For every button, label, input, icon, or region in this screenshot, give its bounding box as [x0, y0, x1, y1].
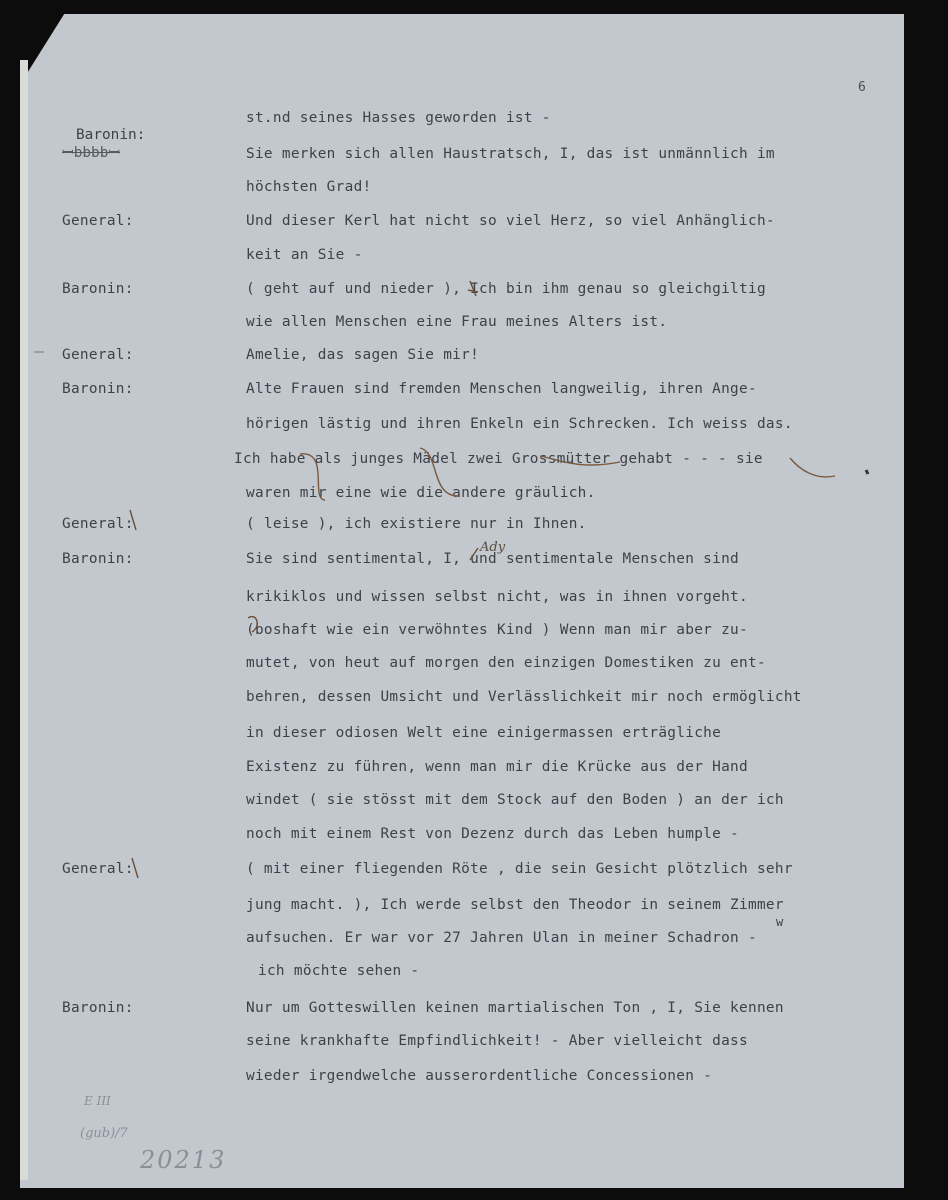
- line-text: keit an Sie -: [246, 247, 363, 263]
- line-text: hörigen lästig und ihren Enkeln ein Schrecken. Ich weiss das.: [246, 416, 793, 432]
- page-number: 6: [858, 80, 866, 95]
- speaker-label: Baronin:: [62, 281, 134, 297]
- line-text: Existenz zu führen, wenn man mir die Krücke aus der Hand: [246, 759, 748, 775]
- line-text: st.nd seines Hasses geworden ist -: [246, 110, 551, 126]
- speaker-label: Baronin:: [62, 551, 134, 567]
- line-text: krikiklos und wissen selbst nicht, was in ihnen vorgeht.: [246, 589, 748, 605]
- line-text: mutet, von heut auf morgen den einzigen Domestiken zu ent-: [246, 655, 766, 671]
- line-text: Ich habe als junges Mädel zwei Grossmütter gehabt - - - sie: [234, 451, 763, 467]
- line-text: Amelie, das sagen Sie mir!: [246, 347, 480, 363]
- line-text: noch mit einem Rest von Dezenz durch das Leben humple -: [246, 826, 740, 842]
- line-text: in dieser odiosen Welt eine einigermassen erträgliche: [246, 725, 722, 741]
- typed-correction: w: [776, 915, 784, 929]
- archive-number: 20213: [140, 1146, 227, 1174]
- line-text: aufsuchen. Er war vor 27 Jahren Ulan in meiner Schadron -: [246, 930, 757, 946]
- line-text: ( mit einer fliegenden Röte , die sein Gesicht plötzlich sehr: [246, 861, 793, 877]
- paper-edge-strip: [20, 60, 28, 1180]
- line-text: Und dieser Kerl hat nicht so viel Herz, so viel Anhänglich-: [246, 213, 775, 229]
- struck-speaker-label: ꟷbbbbꟷ: [62, 145, 121, 161]
- speaker-label: Baronin:: [62, 1000, 134, 1016]
- line-text: ich möchte sehen -: [258, 963, 420, 979]
- line-text: wie allen Menschen eine Frau meines Alters ist.: [246, 314, 668, 330]
- line-text: ( leise ), ich existiere nur in Ihnen.: [246, 516, 587, 532]
- line-text: wieder irgendwelche ausserordentliche Concessionen -: [246, 1068, 713, 1084]
- speaker-label: Baronin:: [62, 381, 134, 397]
- line-text: (boshaft wie ein verwöhntes Kind ) Wenn man mir aber zu-: [246, 622, 748, 638]
- speaker-label: Baronin:: [76, 127, 146, 143]
- speaker-label: General:: [62, 347, 134, 363]
- line-text: waren mir eine wie die andere gräulich.: [246, 485, 596, 501]
- line-text: Sie merken sich allen Haustratsch, I, das ist unmännlich im: [246, 146, 775, 162]
- line-text: Nur um Gotteswillen keinen martialischen Ton , I, Sie kennen: [246, 1000, 784, 1016]
- speaker-label: General:: [62, 861, 134, 877]
- line-text: jung macht. ), Ich werde selbst den Theodor in seinem Zimmer: [246, 897, 784, 913]
- line-text: ( geht auf und nieder ), Ich bin ihm genau so gleichgiltig: [246, 281, 766, 297]
- line-text: windet ( sie stösst mit dem Stock auf den Boden ) an der ich: [246, 792, 784, 808]
- line-text: seine krankhafte Empfindlichkeit! - Aber vielleicht dass: [246, 1033, 748, 1049]
- line-text: höchsten Grad!: [246, 179, 372, 195]
- handwritten-insertion: Ady: [480, 540, 506, 555]
- line-text: behren, dessen Umsicht und Verlässlichkeit mir noch ermöglicht: [246, 689, 802, 705]
- line-text: Sie sind sentimental, I, und sentimentale Menschen sind: [246, 551, 740, 567]
- speaker-label: General:: [62, 516, 134, 532]
- speaker-label: General:: [62, 213, 134, 229]
- line-text: Alte Frauen sind fremden Menschen langweilig, ihren Ange-: [246, 381, 757, 397]
- archive-mark: E III: [84, 1094, 111, 1108]
- archive-sub-mark: (gub)/7: [80, 1126, 128, 1141]
